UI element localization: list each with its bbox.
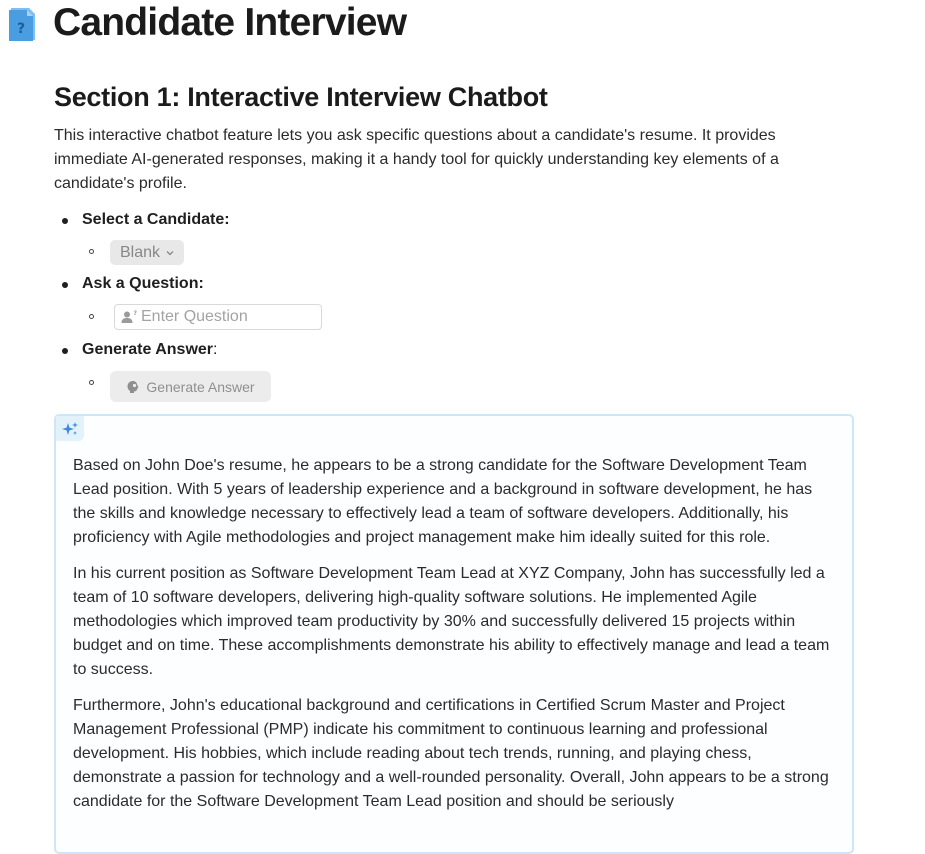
svg-text:?: ? bbox=[16, 21, 26, 37]
candidate-select[interactable] bbox=[110, 240, 184, 265]
ai-response-paragraph: Based on John Doe's resume, he appears to be a strong candidate for the Software Development Team Lead position. With 5 years of leadership experience and a background in software development, he has the skills and knowledge necessary to effectively lead a team of software developers. Additionally, his proficiency with Agile methodologies and project management make him ideally suited for this role. bbox=[73, 457, 813, 546]
generate-answer-label-text: Generate Answer bbox=[82, 341, 214, 358]
bullet bbox=[62, 218, 68, 224]
ai-response-panel bbox=[54, 414, 854, 854]
page-title: Candidate Interview bbox=[53, 1, 407, 44]
ai-brain-icon bbox=[126, 380, 140, 394]
select-candidate-label: Select a Candidate: bbox=[82, 211, 230, 228]
generate-answer-label bbox=[82, 339, 217, 361]
section-intro: This interactive chatbot feature lets you ask specific questions about a candidate's resume. It provides immediate AI-generated responses, making it a handy tool for quickly understanding key elements of a candidate's profile. bbox=[54, 127, 779, 192]
document-question-icon bbox=[7, 6, 37, 42]
chevron-down-icon bbox=[166, 249, 174, 257]
svg-text:?: ? bbox=[133, 310, 137, 317]
question-input[interactable] bbox=[114, 304, 322, 330]
ai-badge bbox=[56, 416, 84, 441]
question-input-placeholder: Enter Question bbox=[141, 308, 248, 325]
ask-question-label: Ask a Question: bbox=[82, 275, 204, 292]
ai-response-paragraph: In his current position as Software Development Team Lead at XYZ Company, John has successfully led a team of 10 software developers, delivering high-quality software solutions. He implemented Agile methodologies which improved team productivity by 30% and successfully delivered 15 projects within budget and on time. These accomplishments demonstrate his ability to effectively manage and lead a team to success. bbox=[73, 565, 830, 678]
sub-bullet bbox=[89, 380, 94, 385]
sparkle-icon bbox=[61, 421, 79, 437]
generate-answer-button-label: Generate Answer bbox=[146, 378, 255, 395]
person-question-icon bbox=[121, 310, 136, 324]
ai-response-paragraph: Furthermore, John's educational background and certifications in Certified Scrum Master and Project Management Professional (PMP) indicate his commitment to continuous learning and professional development. His hobbies, which include reading about tech trends, running, and playing chess, demonstrate a passion for technology and a well-rounded personality. Overall, John appears to be a strong candidate for the Software Development Team Lead position and should be seriously bbox=[73, 697, 829, 810]
section-title: Section 1: Interactive Interview Chatbot bbox=[54, 82, 548, 112]
sub-bullet bbox=[89, 249, 94, 254]
generate-answer-label-colon: : bbox=[213, 341, 218, 358]
bullet bbox=[62, 282, 68, 288]
ai-response-text bbox=[73, 454, 838, 826]
candidate-select-value: Blank bbox=[120, 243, 161, 261]
bullet bbox=[62, 348, 68, 354]
generate-answer-button[interactable] bbox=[110, 371, 271, 402]
sub-bullet bbox=[89, 314, 94, 319]
